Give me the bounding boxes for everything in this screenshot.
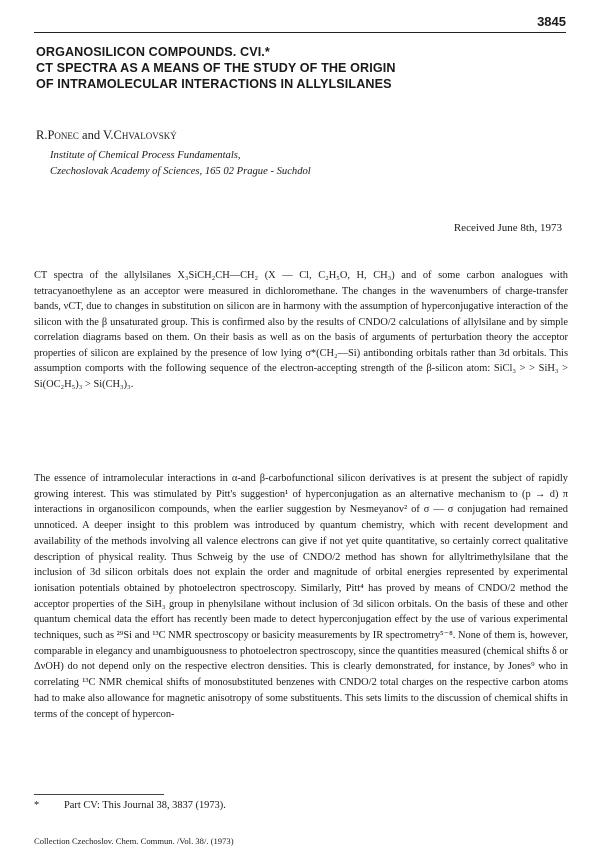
author-1-name: Ponec — [47, 128, 79, 142]
body-text: The essence of intramolecular interactions in α-and β-carbofunctional silicon derivatives is at present the subject of rapidly growing interest. This was stimulated by Pitt's suggestion¹ of hyperconjugation as an alternative mechanism to (p → d) π interactions in organosilicon compounds, when the earlier suggestion by Nesmeyanov² of σ — σ conjugation had remained unnoticed. A deeper insight to this problem was introduced by quantum chemistry, which with recent development and availability of the methods involving all valence electrons can give if not yet quite quantitative, so certainly correct qualitative description of physical reality. Thus Schweig by the use of CNDO/2 method has shown for allyltrimethylsilane that the inclusion of 3d silicon orbitals does not explain the order and magnitude of orbital energies represented by experimental ionisation potentials obtained by photoelectron spectroscopy. Similarly, Pitt⁴ has proved by means of CNDO/2 method the acceptor properties of the SiH₃ group in phenylsilane without inclusion of 3d silicon orbitals. On the basis of these and other quantum chemical data the effort has recently been made to detect hyperconjugation effect by the use of various experimental techniques, such as ²⁹Si and ¹³C NMR spectroscopy or basicity measurements by IR spectrometry⁵⁻⁸. None of them is, however, comparable in elegancy and unambiguousness to photoelectron spectroscopy, since the quantities measured (chemical shifts δ or ΔνOH) do not depend only on the respective electron densities. This is clearly demonstrated, for instance, by Jones⁹ who in correlating ¹³C NMR chemical shifts of monosubstituted benzenes with CNDO/2 total charges on the respective carbon atoms had to make also allowance for magnetic anisotropy of some substituents. This sets limits to the discussion of chemical shifts in terms of the concept of hypercon- — [34, 473, 568, 720]
title-line-3: OF INTRAMOLECULAR INTERACTIONS IN ALLYLSILANES — [36, 77, 392, 91]
abstract: CT spectra of the allylsilanes X₃SiCH₂CH—CH₂ (X — Cl, C₂H₅O, H, CH₃) and of some carbon analogues with tetracyanoethylene as an acceptor were measured in dichloromethane. The changes in the wavenumbers of charge-transfer bands, νCT, due to changes in substitution on silicon are in harmony with the assumption of hyperconjugative interaction of the silicon with the β unsaturated group. This is confirmed also by the results of CNDO/2 calculations of allylsilane and by simple correlation diagrams based on them. On their basis as well as on the basis of arguments of perturbation theory the acceptor properties of silicon are explained by the presence of low lying σ*(CH₂—Si) antibonding orbitals rather than 3d orbitals. This assumption comports with the following sequence of the electron-accepting strength of the β-silicon atom: SiCl₃ > > SiH₃ > Si(OC₂H₅)₃ > Si(CH₃)₃. — [34, 270, 568, 390]
title-line-2: CT SPECTRA AS A MEANS OF THE STUDY OF THE ORIGIN — [36, 61, 396, 75]
affiliation-line-2: Czechoslovak Academy of Sciences, 165 02 Prague - Suchdol — [50, 166, 311, 177]
affiliation — [50, 148, 311, 180]
authors-conjunction: and — [78, 128, 103, 142]
footnote — [34, 800, 226, 811]
author-2-initial: V. — [103, 128, 114, 142]
article-title — [36, 44, 570, 92]
author-1-initial: R. — [36, 128, 48, 142]
received-date: Received June 8th, 1973 — [453, 222, 562, 234]
footnote-text: Part CV: This Journal 38, 3837 (1973). — [64, 800, 226, 811]
footnote-rule — [34, 794, 164, 795]
footnote-mark: * — [34, 800, 40, 811]
title-line-1: ORGANOSILICON COMPOUNDS. CVI.* — [36, 45, 270, 59]
author-2-name: Chvalovský — [113, 128, 177, 142]
header-rule — [34, 32, 566, 33]
affiliation-line-1: Institute of Chemical Process Fundamentals, — [50, 150, 241, 161]
authors — [36, 128, 177, 143]
page-number: 3845 — [537, 14, 566, 29]
journal-reference: Collection Czechoslov. Chem. Commun. /Vol. 38/. (1973) — [34, 836, 234, 846]
